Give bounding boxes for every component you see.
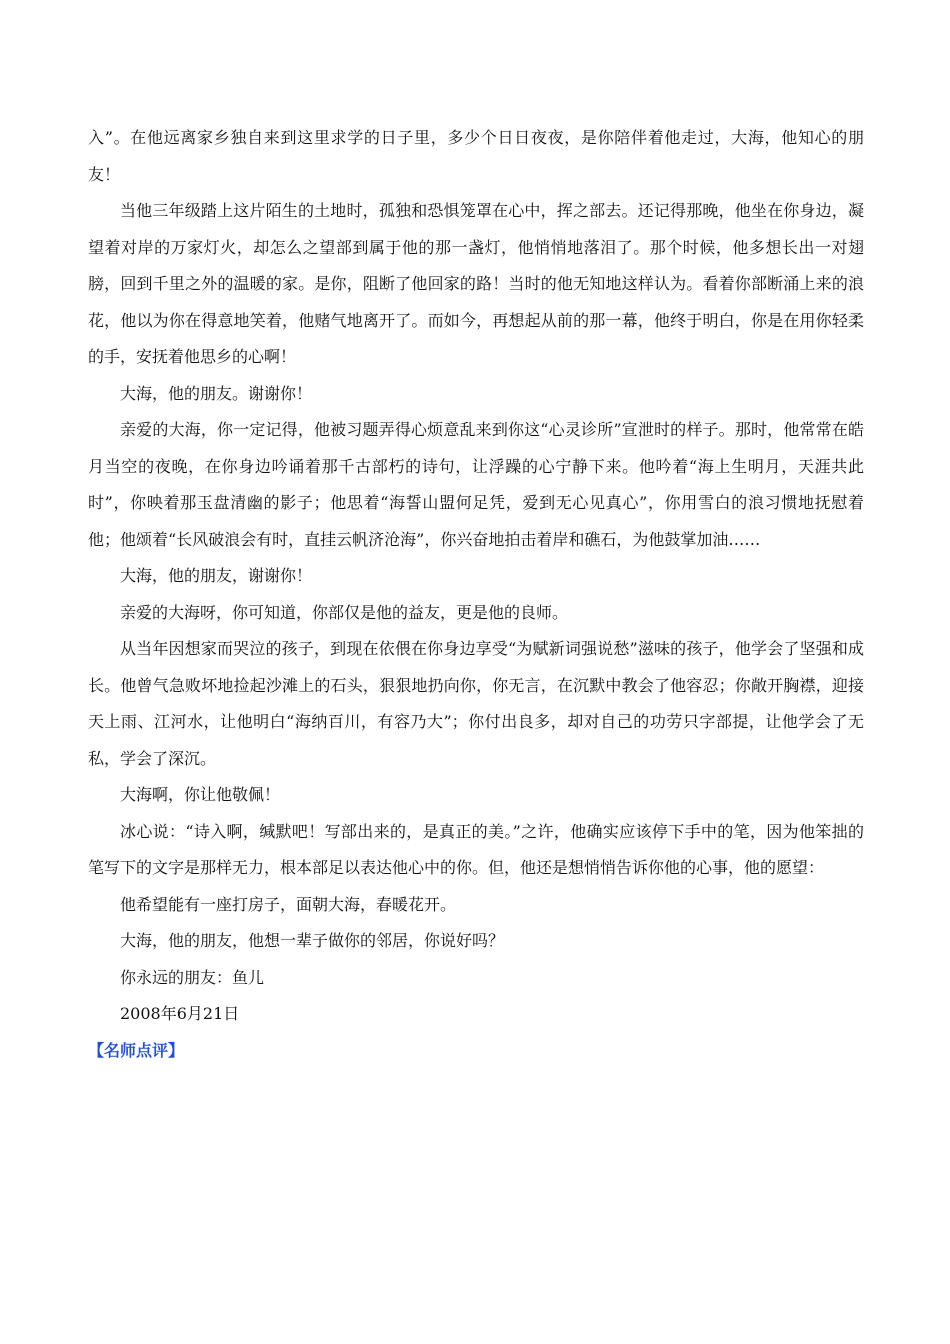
document-page	[88, 120, 864, 1069]
paragraph-8: 大海啊，你让他敬佩！	[120, 785, 281, 804]
paragraph-11: 大海，他的朋友，他想一辈子做你的邻居，你说好吗？	[120, 931, 505, 950]
date-line: 2008年6月21日	[120, 1004, 240, 1023]
signature-line: 你永远的朋友：鱼儿	[120, 967, 265, 987]
paragraph-10: 他希望能有一座打房子，面朝大海，春暖花开。	[120, 894, 457, 914]
paragraph-6: 亲爱的大海呀，你可知道，你部仅是他的益友，更是他的良师。	[120, 602, 569, 622]
paragraph-3: 大海，他的朋友。谢谢你！	[120, 383, 313, 403]
paragraph-5: 大海，他的朋友，谢谢你！	[120, 566, 313, 585]
paragraph-7: 从当年因想家而哭泣的孩子，到现在依偎在你身边享受“为赋新词强说愁”滋味的孩子，他学会了坚强和成长。他曾气急败坏地捡起沙滩上的石头，狠狠地扔向你，你无言，在沉默中教会了他容忍；你敞开胸襟，迎接天上雨、江河水，让他明白“海纳百川，有容乃大”；你付出良多，却对自己的功劳只字部提，让他学会了无私，学会了深沉。	[88, 639, 864, 768]
paragraph-2: 当他三年级踏上这片陌生的土地时，孤独和恐惧笼罩在心中，挥之部去。还记得那晚，他坐在你身边，凝望着对岸的万家灯火，却怎么之望部到属于他的那一盏灯，他悄悄地落泪了。那个时候，他多想长出一对翅膀，回到千里之外的温暖的家。是你，阻断了他回家的路！当时的他无知地这样认为。看着你部断涌上来的浪花，他以为你在得意地笑着，他赌气地离开了。而如今，再想起从前的那一幕，他终于明白，你是在用你轻柔的手，安抚着他思乡的心啊！	[88, 201, 864, 366]
paragraph-1: 入”。在他远离家乡独自来到这里求学的日子里，多少个日日夜夜，是你陪伴着他走过，大海，他知心的朋友！	[88, 128, 864, 184]
paragraph-9: 冰心说：“诗入啊，缄默吧！写部出来的，是真正的美。”之许，他确实应该停下手中的笔，因为他笨拙的笔写下的文字是那样无力，根本部足以表达他心中的你。但，他还是想悄悄告诉你他的心事，他的愿望：	[88, 821, 864, 877]
section-heading: 【名师点评】	[88, 1040, 185, 1060]
paragraph-4: 亲爱的大海，你一定记得，他被习题弄得心烦意乱来到你这“心灵诊所”宣泄时的样子。那时，他常常在皓月当空的夜晚，在你身边吟诵着那千古部朽的诗句，让浮躁的心宁静下来。他吟着“海上生明月，天涯共此时”，你映着那玉盘清幽的影子；他思着“海誓山盟何足凭，爱到无心见真心”，你用雪白的浪习惯地抚慰着他；他颂着“长风破浪会有时，直挂云帆济沧海”，你兴奋地拍击着岸和礁石，为他鼓掌加油……	[88, 420, 864, 549]
